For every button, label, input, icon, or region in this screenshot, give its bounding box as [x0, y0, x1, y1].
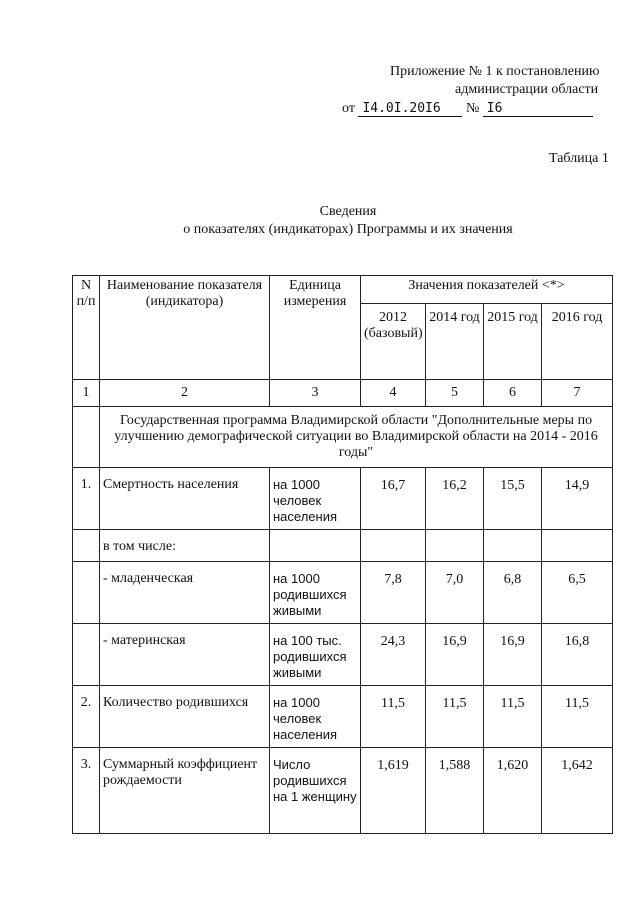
- row-value-2015: 16,9: [484, 624, 542, 686]
- header-year-2016: 2016 год: [542, 304, 613, 380]
- row-value-2015: [484, 530, 542, 562]
- appendix-line-2: администрации области: [455, 82, 599, 97]
- col-number: 4: [361, 380, 426, 407]
- col-number: 1: [73, 380, 100, 407]
- row-unit: [270, 530, 361, 562]
- row-value-2016: 14,9: [542, 468, 613, 530]
- row-num: [73, 624, 100, 686]
- row-value-2014: 16,2: [426, 468, 484, 530]
- row-name: Суммарный коэффициент рождаемости: [100, 748, 270, 834]
- order-date: I4.0I.20I6: [358, 101, 462, 117]
- row-value-2012: 1,619: [361, 748, 426, 834]
- row-value-2016: 11,5: [542, 686, 613, 748]
- row-value-2014: 1,588: [426, 748, 484, 834]
- table-row: [73, 686, 613, 748]
- column-numbers-row: [73, 380, 613, 407]
- row-unit: на 1000 человек населения: [270, 468, 361, 530]
- row-value-2014: 11,5: [426, 686, 484, 748]
- row-value-2016: 1,642: [542, 748, 613, 834]
- row-name: - младенческая: [100, 562, 270, 624]
- row-unit: на 100 тыс. родившихся живыми: [270, 624, 361, 686]
- row-value-2012: 11,5: [361, 686, 426, 748]
- row-value-2015: 1,620: [484, 748, 542, 834]
- row-value-2016: 16,8: [542, 624, 613, 686]
- header-num: N п/п: [73, 276, 100, 380]
- row-num: 1.: [73, 468, 100, 530]
- header-values-group: Значения показателей <*>: [361, 276, 613, 304]
- col-number: 2: [100, 380, 270, 407]
- col-number: 7: [542, 380, 613, 407]
- header-year-2012: 2012 (базовый): [361, 304, 426, 380]
- col-number: 6: [484, 380, 542, 407]
- table-row: [73, 624, 613, 686]
- row-name: в том числе:: [100, 530, 270, 562]
- header-year-2014: 2014 год: [426, 304, 484, 380]
- row-value-2012: 7,8: [361, 562, 426, 624]
- row-value-2015: 15,5: [484, 468, 542, 530]
- row-value-2016: 6,5: [542, 562, 613, 624]
- row-value-2014: [426, 530, 484, 562]
- row-unit: Число родившихся на 1 женщину: [270, 748, 361, 834]
- row-name: Количество родившихся: [100, 686, 270, 748]
- header-name: Наименование показателя (индикатора): [100, 276, 270, 380]
- document-title: Сведения: [319, 204, 377, 219]
- row-num: [73, 530, 100, 562]
- row-value-2012: 24,3: [361, 624, 426, 686]
- order-reference: [342, 101, 593, 117]
- table-row: [73, 530, 613, 562]
- table-row: [73, 468, 613, 530]
- header-unit: Единица измерения: [270, 276, 361, 380]
- row-num: 2.: [73, 686, 100, 748]
- appendix-line-1: Приложение № 1 к постановлению: [390, 64, 600, 79]
- row-value-2015: 11,5: [484, 686, 542, 748]
- row-num: 3.: [73, 748, 100, 834]
- indicators-table: [72, 275, 613, 834]
- row-value-2015: 6,8: [484, 562, 542, 624]
- row-name: Смертность населения: [100, 468, 270, 530]
- col-number: 3: [270, 380, 361, 407]
- table-row: [73, 562, 613, 624]
- order-number: I6: [483, 101, 593, 117]
- table-row: [73, 748, 613, 834]
- program-section-title: Государственная программа Владимирской области "Дополнительные меры по улучшению демографической ситуации во Владимирской области на 2014 - 2016 годы": [100, 407, 613, 468]
- number-label: №: [465, 101, 480, 116]
- row-value-2012: [361, 530, 426, 562]
- table-label: Таблица 1: [549, 151, 609, 166]
- row-value-2014: 16,9: [426, 624, 484, 686]
- col-number: 5: [426, 380, 484, 407]
- row-value-2014: 7,0: [426, 562, 484, 624]
- row-name: - материнская: [100, 624, 270, 686]
- row-value-2016: [542, 530, 613, 562]
- row-unit: на 1000 родившихся живыми: [270, 562, 361, 624]
- from-label: от: [342, 101, 355, 116]
- row-value-2012: 16,7: [361, 468, 426, 530]
- row-unit: на 1000 человек населения: [270, 686, 361, 748]
- header-year-2015: 2015 год: [484, 304, 542, 380]
- document-subtitle: о показателях (индикаторах) Программы и их значения: [183, 222, 513, 237]
- row-num: [73, 562, 100, 624]
